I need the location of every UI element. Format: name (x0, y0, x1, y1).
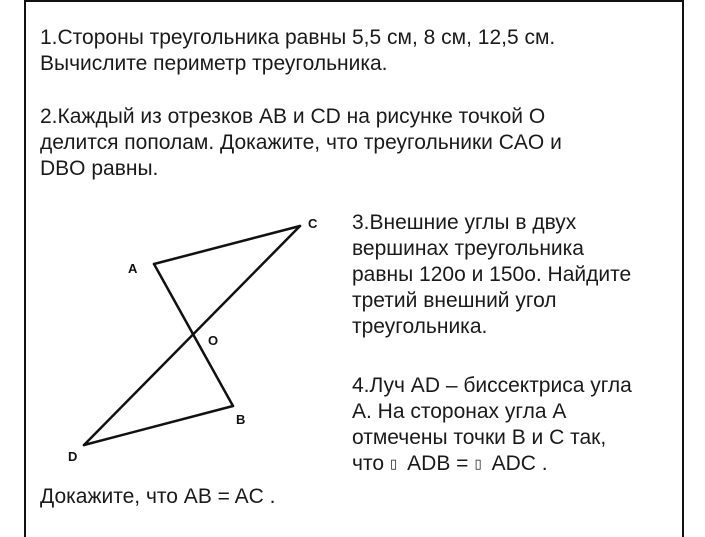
task-4-line: отмечены точки B и C так, (352, 426, 607, 449)
label-c: C (308, 216, 318, 231)
segment-ac (154, 226, 300, 264)
task-3-line: равны 120о и 150о. Найдите (352, 263, 632, 286)
task-4-line: А. На сторонах угла А (352, 400, 567, 423)
geometry-figure (60, 205, 340, 475)
task-4-prefix: что (352, 452, 385, 475)
task-3-line: вершинах треугольника (352, 237, 584, 260)
task-4 (352, 373, 632, 477)
task-4-line: 4.Луч AD – биссектриса угла (352, 374, 632, 397)
task-1 (40, 25, 555, 77)
task-3-line: третий внешний угол (352, 289, 557, 312)
task-4-right: ADC . (491, 452, 548, 475)
angle-glyph: ▯ (474, 456, 482, 471)
label-a: A (128, 261, 138, 276)
task-2-line: делится пополам. Докажите, что треугольники CAO и (40, 131, 562, 154)
label-b: B (236, 412, 246, 427)
task-3 (352, 210, 631, 340)
task-2-line: 2.Каждый из отрезков AB и CD на рисунке точкой O (40, 105, 546, 128)
task-4-left: ADB = (407, 452, 469, 475)
task-1-line: 1.Стороны треугольника равны 5,5 см, 8 см, 12,5 см. (40, 26, 556, 49)
label-d: D (68, 449, 78, 464)
task-2-line: DBO равны. (40, 157, 159, 180)
task-3-line: треугольника. (352, 315, 488, 338)
task-4-conclusion: Докажите, что AB = AC . (40, 485, 276, 508)
segment-bd (84, 406, 233, 445)
segment-cd (84, 226, 300, 445)
task-3-line: 3.Внешние углы в двух (352, 211, 577, 234)
label-o: O (208, 333, 219, 348)
task-4-equation-line (352, 451, 632, 477)
task-1-line: Вычислите периметр треугольника. (40, 52, 388, 75)
task-2 (40, 104, 562, 182)
angle-glyph: ▯ (390, 456, 398, 471)
frame-top-border (24, 0, 684, 2)
